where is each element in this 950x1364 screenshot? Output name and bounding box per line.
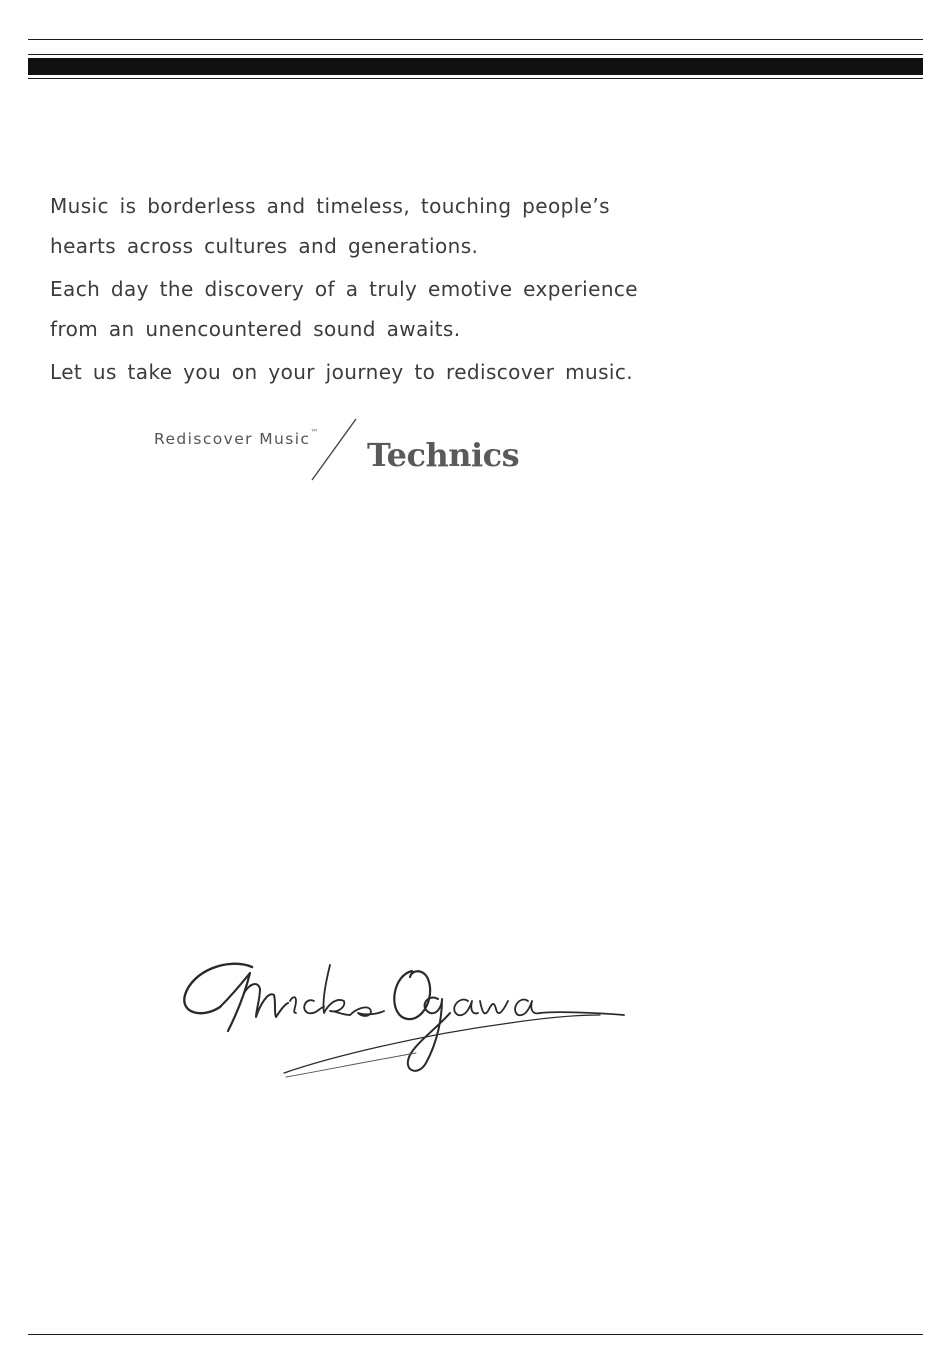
trademark-symbol: ™ bbox=[310, 428, 319, 437]
tagline-text: Rediscover Music bbox=[154, 430, 311, 448]
header-top-rule bbox=[28, 39, 923, 40]
logo-tagline bbox=[154, 428, 318, 448]
header-black-bar bbox=[28, 58, 923, 75]
header-lower-rule bbox=[28, 78, 923, 79]
handwritten-signature bbox=[180, 955, 630, 1090]
message-paragraph-1: Music is borderless and timeless, touching people’s hearts across cultures and generations. bbox=[50, 194, 610, 258]
header-upper-rule bbox=[28, 54, 923, 55]
brand-message bbox=[50, 186, 650, 395]
footer-rule bbox=[28, 1334, 923, 1335]
message-paragraph-2: Each day the discovery of a truly emotive experience from an unencountered sound awaits. bbox=[50, 277, 639, 341]
message-paragraph-3: Let us take you on your journey to rediscover music. bbox=[50, 360, 634, 384]
technics-logo: Technics bbox=[367, 436, 520, 474]
logo-divider-slash bbox=[310, 418, 360, 482]
